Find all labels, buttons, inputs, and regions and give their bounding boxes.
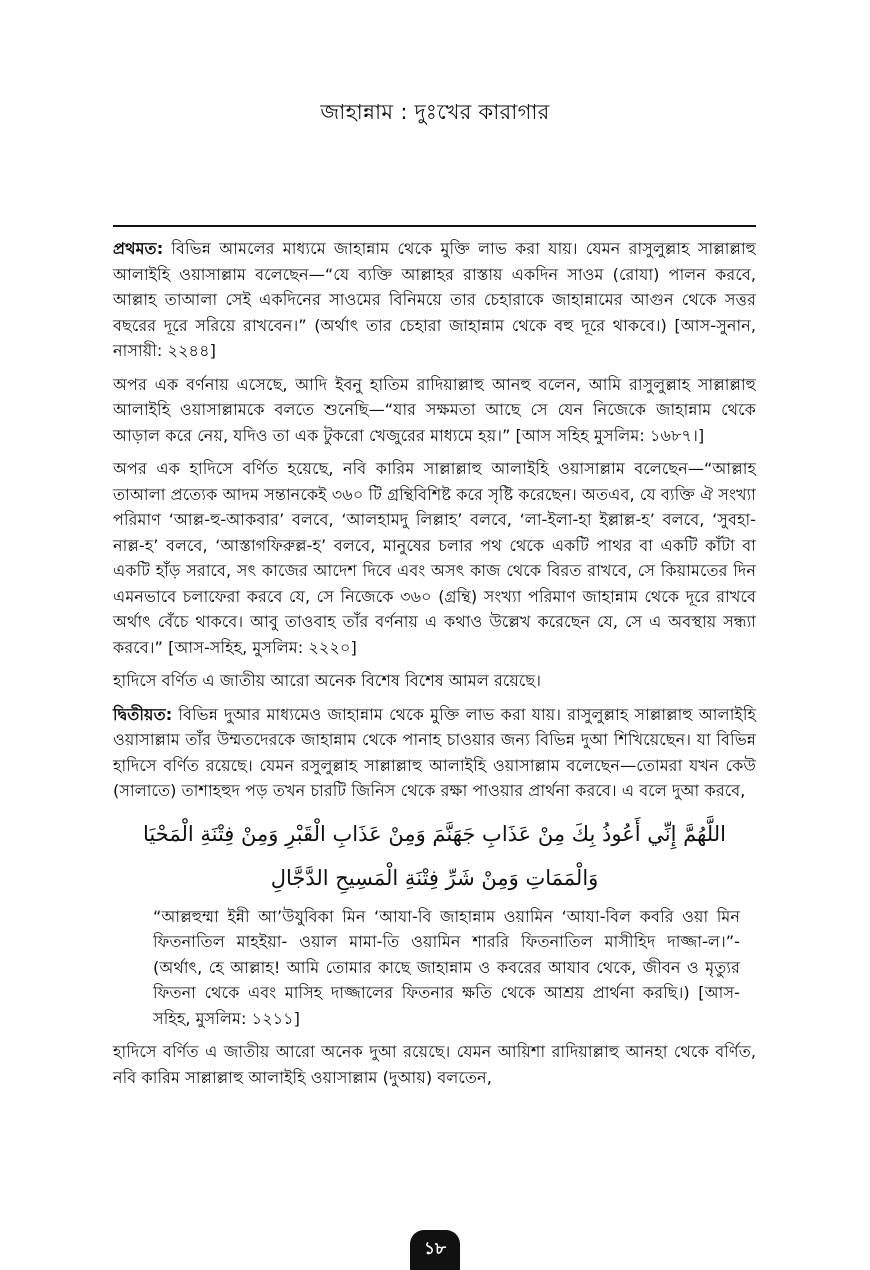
main-text [113, 236, 756, 1098]
arabic-line: وَالْمَمَاتِ وَمِنْ شَرِّ فِتْنَةِ الْمَسِيحِ الدَّجَّالِ [270, 865, 599, 890]
page-title: জাহান্নাম : দুঃখের কারাগার [320, 100, 550, 124]
dua-transliteration-quote: “আল্লহুম্মা ইন্নী আ’উযুবিকা মিন ‘আযা-বি জাহান্নাম ওয়ামিন ‘আযা-বিল কবরি ওয়া মিন ফিতনাতিল মাহইয়া- ওয়াল মামা-তি ওয়ামিন শাররি ফিতনাতিল মাসীহিদ দাজ্জা-ল।”- (অর্থাৎ, হে আল্লাহ! আমি তোমার কাছে জাহান্নাম ও কবরের আযাব থেকে, জীবন ও মৃত্যুর ফিতনা থেকে এবং মাসিহ দাজ্জালের ফিতনার ক্ষতি থেকে আশ্রয় প্রার্থনা করছি।) [আস-সহিহ, মুসলিম: ১২১১] [153, 906, 740, 1028]
header-divider [113, 225, 756, 227]
arabic-line: اللَّهُمَّ إِنِّي أَعُوذُ بِكَ مِنْ عَذَابِ جَهَنَّمَ وَمِنْ عَذَابِ الْقَبْرِ وَمِنْ فِتْنَةِ الْمَحْيَا [143, 821, 726, 846]
paragraph: হাদিসে বর্ণিত এ জাতীয় আরো অনেক বিশেষ বিশেষ আমল রয়েছে। [113, 671, 541, 690]
paragraph: অপর এক হাদিসে বর্ণিত হয়েছে, নবি কারিম সাল্লাল্লাহু আলাইহি ওয়াসাল্লাম বলেছেন—“আল্লাহ তাআলা প্রত্যেক আদম সন্তানকেই ৩৬০ টি গ্রন্থিবিশিষ্ট করে সৃষ্টি করেছেন। অতএব, যে ব্যক্তি ঐ সংখ্যা পরিমাণ ‘আল্ল-হু-আকবার’ বলবে, ‘আলহামদু লিল্লাহ’ বলবে, ‘লা-ইলা-হা ইল্লাল্ল-হ’ বলবে, ‘সুবহা-নাল্ল-হ’ বলবে, ‘আস্তাগফিরুল্ল-হ’ বলবে, মানুষের চলার পথ থেকে একটি পাথর বা একটি কাঁটা বা একটি হাঁড় সরাবে, সৎ কাজের আদেশ দিবে এবং অসৎ কাজ থেকে বিরত রাখবে, সে কিয়ামতের দিন এমনভাবে চলাফেরা করবে যে, সে নিজেকে ৩৬০ (গ্রন্থি) সংখ্যা পরিমাণ জাহান্নাম থেকে দূরে রাখবে অর্থাৎ বেঁচে থাকবে। আবু তাওবাহ তাঁর বর্ণনায় এ কথাও উল্লেখ করেছেন যে, সে এ অবস্থায় সন্ধ্যা করবে।” [আস-সহিহ, মুসলিম: ২২২০] [113, 459, 756, 657]
paragraph-text: বিভিন্ন দুআর মাধ্যমেও জাহান্নাম থেকে মুক্তি লাভ করা যায়। রাসুলুল্লাহ সাল্লাল্লাহু আলাইহি ওয়াসাল্লাম তাঁর উম্মতদেরকে জাহান্নাম থেকে পানাহ চাওয়ার জন্য বিভিন্ন দুআ শিখিয়েছেন। যা বিভিন্ন হাদিসে বর্ণিত রয়েছে। যেমন রসুলুল্লাহ সাল্লাল্লাহু আলাইহি ওয়াসাল্লাম বলেছেন—তোমরা যখন কেউ (সালাতে) তাশাহহুদ পড় তখন চারটি জিনিস থেকে রক্ষা পাওয়ার প্রার্থনা করবে। এ বলে দুআ করবে, [113, 704, 756, 800]
arabic-dua [133, 812, 736, 900]
paragraph-second-method [113, 702, 756, 804]
paragraph: অপর এক বর্ণনায় এসেছে, আদি ইবনু হাতিম রাদিয়াল্লাহু আনহু বলেন, আমি রাসুলুল্লাহ সাল্লাল্লাহু আলাইহি ওয়াসাল্লামকে বলতে শুনেছি—“যার সক্ষমতা আছে সে যেন নিজেকে জাহান্নাম থেকে আড়াল করে নেয়, যদিও তা এক টুকরো খেজুরের মাধ্যমে হয়।” [আস সহিহ মুসলিম: ১৬৮৭।] [113, 374, 756, 445]
closing-paragraph: হাদিসে বর্ণিত এ জাতীয় আরো অনেক দুআ রয়েছে। যেমন আয়িশা রাদিয়াল্লাহু আনহা থেকে বর্ণিত, নবি কারিম সাল্লাল্লাহু আলাইহি ওয়াসাল্লাম (দুআয়) বলতেন, [113, 1042, 756, 1087]
paragraph-lead: দ্বিতীয়ত: [113, 704, 173, 724]
page-number: ১৮ [410, 1230, 460, 1270]
paragraph-text: বিভিন্ন আমলের মাধ্যমে জাহান্নাম থেকে মুক্তি লাভ করা যায়। যেমন রাসুলুল্লাহ সাল্লাল্লাহু আলাইহি ওয়াসাল্লাম বলেছেন—“যে ব্যক্তি আল্লাহর রাস্তায় একদিন সাওম (রোযা) পালন করবে, আল্লাহ তাআলা সেই একদিনের সাওমের বিনিময়ে তার চেহারাকে জাহান্নামের আগুন থেকে সত্তর বছরের দূরে সরিয়ে রাখবেন।” (অর্থাৎ তার চেহারা জাহান্নাম থেকে বহু দূরে থাকবে।) [আস-সুনান, নাসায়ী: ২২৪৪] [113, 239, 756, 360]
paragraph-first-method [113, 236, 756, 364]
paragraph-lead: প্রথমত: [113, 239, 164, 258]
